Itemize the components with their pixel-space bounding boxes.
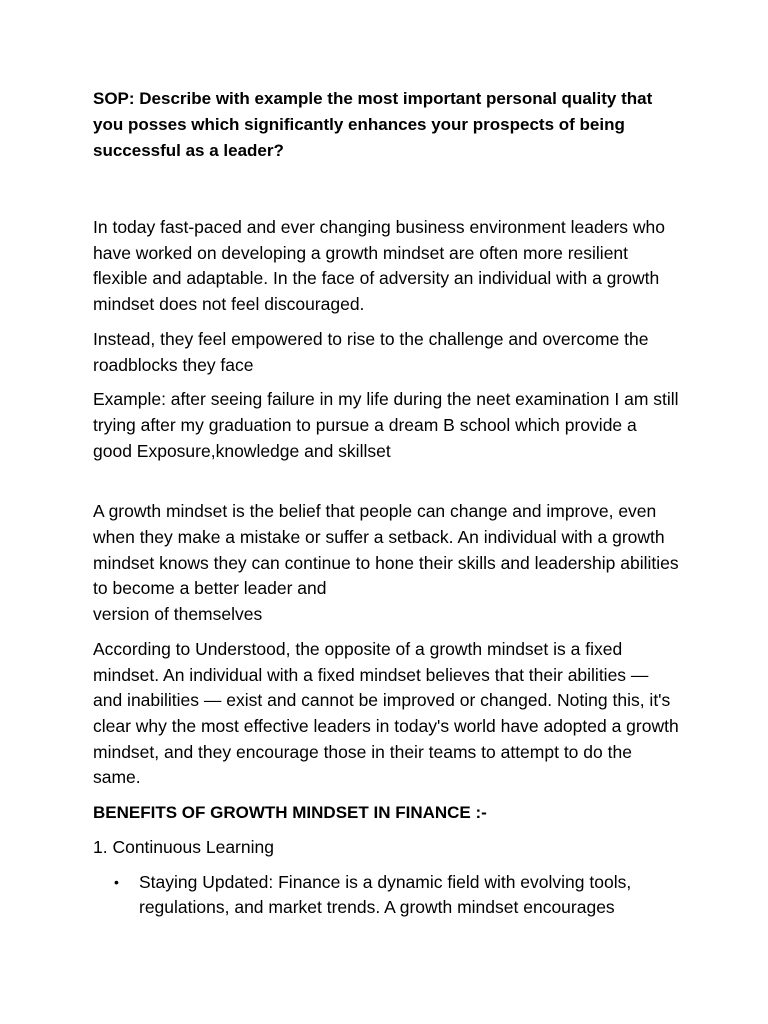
paragraph-empowered: Instead, they feel empowered to rise to the challenge and overcome the roadblocks they face: [93, 328, 649, 375]
paragraph-intro: In today fast-paced and ever changing business environment leaders who have worked on developing a growth mindset are often more resilient flexible and adaptable. In the face of adversity an individual with a growth mindset does not feel discouraged.: [93, 217, 666, 315]
document-page: [93, 86, 679, 921]
paragraph-growth-definition: [93, 499, 679, 628]
paragraph-fixed-mindset: According to Understood, the opposite of a growth mindset is a fixed mindset. An individual with a fixed mindset believes that their abilities — and inabilities — exist and cannot be improved or changed. Noting this, it's clear why the most effective leaders in today's world have adopted a growth mindset, and they encourage those in their teams to attempt to do the same.: [93, 638, 679, 788]
document-title: SOP: Describe with example the most important personal quality that you posses which significantly enhances your prospects of being successful as a leader?: [93, 89, 653, 160]
list-item-continuous-learning: 1. Continuous Learning: [93, 837, 274, 858]
bullet-item-text: Staying Updated: Finance is a dynamic field with evolving tools, regulations, and market trends. A growth mindset encourages: [139, 871, 632, 918]
paragraph-growth-definition-text: A growth mindset is the belief that people can change and improve, even when they make a mistake or suffer a setback. An individual with a growth mindset knows they can continue to hone their skills and leadership abilities to become a better leader and: [93, 501, 679, 599]
bullet-list: [93, 870, 679, 921]
bullet-dot-icon: •: [114, 873, 119, 890]
paragraph-example: Example: after seeing failure in my life during the neet examination I am still trying after my graduation to pursue a dream B school which provide a good Exposure,knowledge and skillset: [93, 389, 679, 461]
bullet-item-staying-updated: [93, 870, 679, 921]
paragraph-growth-definition-end: version of themselves: [93, 604, 263, 625]
section-heading-benefits: BENEFITS OF GROWTH MINDSET IN FINANCE :-: [93, 803, 487, 823]
